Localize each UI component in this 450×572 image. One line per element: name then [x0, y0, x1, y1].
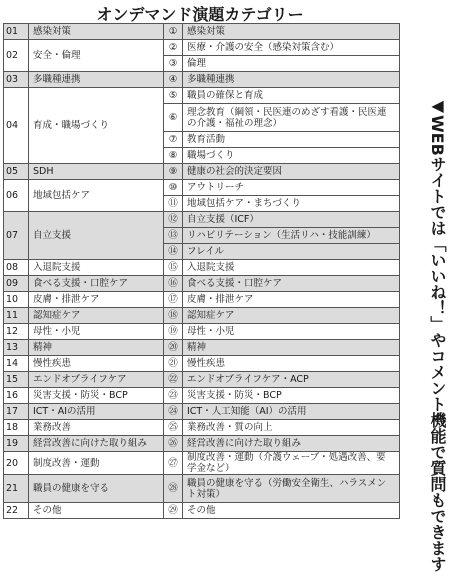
category-name: 慢性疾患	[29, 356, 164, 372]
table-row	[4, 72, 400, 88]
category-name: 認知症ケア	[29, 308, 164, 324]
subcategory-number: ③	[164, 56, 183, 72]
category-number: 05	[4, 164, 29, 180]
table-row	[4, 372, 400, 388]
category-name: 食べる支援・口腔ケア	[29, 276, 164, 292]
category-number: 06	[4, 180, 29, 212]
subcategory-name: 認知症ケア	[183, 308, 400, 324]
subcategory-name: アウトリーチ	[183, 180, 400, 196]
table-row	[4, 324, 400, 340]
table-row	[4, 180, 400, 196]
table-row	[4, 292, 400, 308]
category-number: 21	[4, 475, 29, 503]
subcategory-number: ㉒	[164, 372, 183, 388]
subcategory-number: ㉖	[164, 436, 183, 452]
category-name: 育成・職場づくり	[29, 88, 164, 164]
category-name: SDH	[29, 164, 164, 180]
category-number: 16	[4, 388, 29, 404]
subcategory-name: 皮膚・排泄ケア	[183, 292, 400, 308]
subcategory-number: ⑭	[164, 244, 183, 260]
category-name: 地域包括ケア	[29, 180, 164, 212]
subcategory-name: 災害支援・防災・BCP	[183, 388, 400, 404]
category-name: ICT・AIの活用	[29, 404, 164, 420]
category-table-body	[4, 24, 400, 519]
subcategory-number: ⑳	[164, 340, 183, 356]
table-row	[4, 420, 400, 436]
table-row	[4, 475, 400, 503]
table-row	[4, 24, 400, 40]
category-name: 感染対策	[29, 24, 164, 40]
subcategory-number: ⑰	[164, 292, 183, 308]
table-row	[4, 276, 400, 292]
table-row	[4, 40, 400, 56]
subcategory-name: フレイル	[183, 244, 400, 260]
subcategory-name: 慢性疾患	[183, 356, 400, 372]
subcategory-name: ICT・人工知能（AI）の活用	[183, 404, 400, 420]
category-number: 12	[4, 324, 29, 340]
subcategory-name: 業務改善・質の向上	[183, 420, 400, 436]
subcategory-name: 倫理	[183, 56, 400, 72]
subcategory-number: ㉔	[164, 404, 183, 420]
category-number: 11	[4, 308, 29, 324]
subcategory-number: ⑦	[164, 132, 183, 148]
subcategory-number: ⑤	[164, 88, 183, 104]
subcategory-number: ㉑	[164, 356, 183, 372]
subcategory-name: 教育活動	[183, 132, 400, 148]
subcategory-number: ⑥	[164, 104, 183, 132]
category-number: 17	[4, 404, 29, 420]
table-row	[4, 436, 400, 452]
category-name: 入退院支援	[29, 260, 164, 276]
category-name: 精神	[29, 340, 164, 356]
category-number: 02	[4, 40, 29, 72]
page-title: オンデマンド演題カテゴリー	[96, 5, 304, 24]
subcategory-name: 母性・小児	[183, 324, 400, 340]
category-number: 08	[4, 260, 29, 276]
subcategory-number: ⑨	[164, 164, 183, 180]
subcategory-name: 地域包括ケア・まちづくり	[183, 196, 400, 212]
table-row	[4, 88, 400, 104]
category-name: 皮膚・排泄ケア	[29, 292, 164, 308]
subcategory-name: リハビリテーション（生活リハ・技能訓練）	[183, 228, 400, 244]
subcategory-number: ②	[164, 40, 183, 56]
category-number: 18	[4, 420, 29, 436]
category-name: 多職種連携	[29, 72, 164, 88]
subcategory-name: 食べる支援・口腔ケア	[183, 276, 400, 292]
subcategory-name: 入退院支援	[183, 260, 400, 276]
subcategory-number: ①	[164, 24, 183, 40]
subcategory-number: ⑪	[164, 196, 183, 212]
side-note: ◀WEBサイトでは「いいね！」やコメント機能で質問もできます	[428, 96, 447, 572]
subcategory-name: 理念教育（綱領・民医連のめざす看護・民医連の介護・福祉の理念）	[183, 104, 400, 132]
subcategory-name: 職員の健康を守る（労働安全衛生、ハラスメント対策）	[183, 475, 400, 503]
category-number: 07	[4, 212, 29, 260]
category-number: 10	[4, 292, 29, 308]
category-name: 母性・小児	[29, 324, 164, 340]
subcategory-name: 多職種連携	[183, 72, 400, 88]
category-name: 業務改善	[29, 420, 164, 436]
category-name: 制度改善・運動	[29, 452, 164, 475]
table-row	[4, 340, 400, 356]
category-name: 安全・倫理	[29, 40, 164, 72]
table-row	[4, 308, 400, 324]
table-row	[4, 164, 400, 180]
table-row	[4, 404, 400, 420]
category-name: エンドオブライフケア	[29, 372, 164, 388]
table-row	[4, 212, 400, 228]
subcategory-name: 感染対策	[183, 24, 400, 40]
category-name: 経営改善に向けた取り組み	[29, 436, 164, 452]
subcategory-name: エンドオブライフケア・ACP	[183, 372, 400, 388]
subcategory-name: 経営改善に向けた取り組み	[183, 436, 400, 452]
subcategory-number: ④	[164, 72, 183, 88]
category-number: 04	[4, 88, 29, 164]
subcategory-number: ⑬	[164, 228, 183, 244]
category-number: 01	[4, 24, 29, 40]
table-row	[4, 260, 400, 276]
category-number: 03	[4, 72, 29, 88]
category-number: 20	[4, 452, 29, 475]
subcategory-number: ⑧	[164, 148, 183, 164]
category-number: 13	[4, 340, 29, 356]
subcategory-number: ㉙	[164, 503, 183, 519]
subcategory-number: ㉓	[164, 388, 183, 404]
category-number: 14	[4, 356, 29, 372]
subcategory-number: ⑮	[164, 260, 183, 276]
subcategory-number: ⑱	[164, 308, 183, 324]
category-name: 職員の健康を守る	[29, 475, 164, 503]
subcategory-name: 制度改善・運動（介護ウェーブ・処遇改善、要学金など）	[183, 452, 400, 475]
subcategory-name: 自立支援（ICF）	[183, 212, 400, 228]
category-number: 19	[4, 436, 29, 452]
subcategory-name: 精神	[183, 340, 400, 356]
table-row	[4, 452, 400, 475]
category-name: 自立支援	[29, 212, 164, 260]
subcategory-number: ㉕	[164, 420, 183, 436]
subcategory-number: ⑯	[164, 276, 183, 292]
category-name: 災害支援・防災・BCP	[29, 388, 164, 404]
category-name: その他	[29, 503, 164, 519]
subcategory-name: 職場づくり	[183, 148, 400, 164]
category-number: 09	[4, 276, 29, 292]
subcategory-name: 健康の社会的決定要因	[183, 164, 400, 180]
subcategory-number: ㉘	[164, 475, 183, 503]
subcategory-number: ⑫	[164, 212, 183, 228]
subcategory-name: 職員の確保と育成	[183, 88, 400, 104]
subcategory-number: ⑲	[164, 324, 183, 340]
table-row	[4, 356, 400, 372]
category-number: 22	[4, 503, 29, 519]
category-table	[3, 23, 400, 519]
subcategory-name: 医療・介護の安全（感染対策含む）	[183, 40, 400, 56]
subcategory-number: ㉗	[164, 452, 183, 475]
table-row	[4, 503, 400, 519]
subcategory-number: ⑩	[164, 180, 183, 196]
subcategory-name: その他	[183, 503, 400, 519]
table-row	[4, 388, 400, 404]
category-number: 15	[4, 372, 29, 388]
